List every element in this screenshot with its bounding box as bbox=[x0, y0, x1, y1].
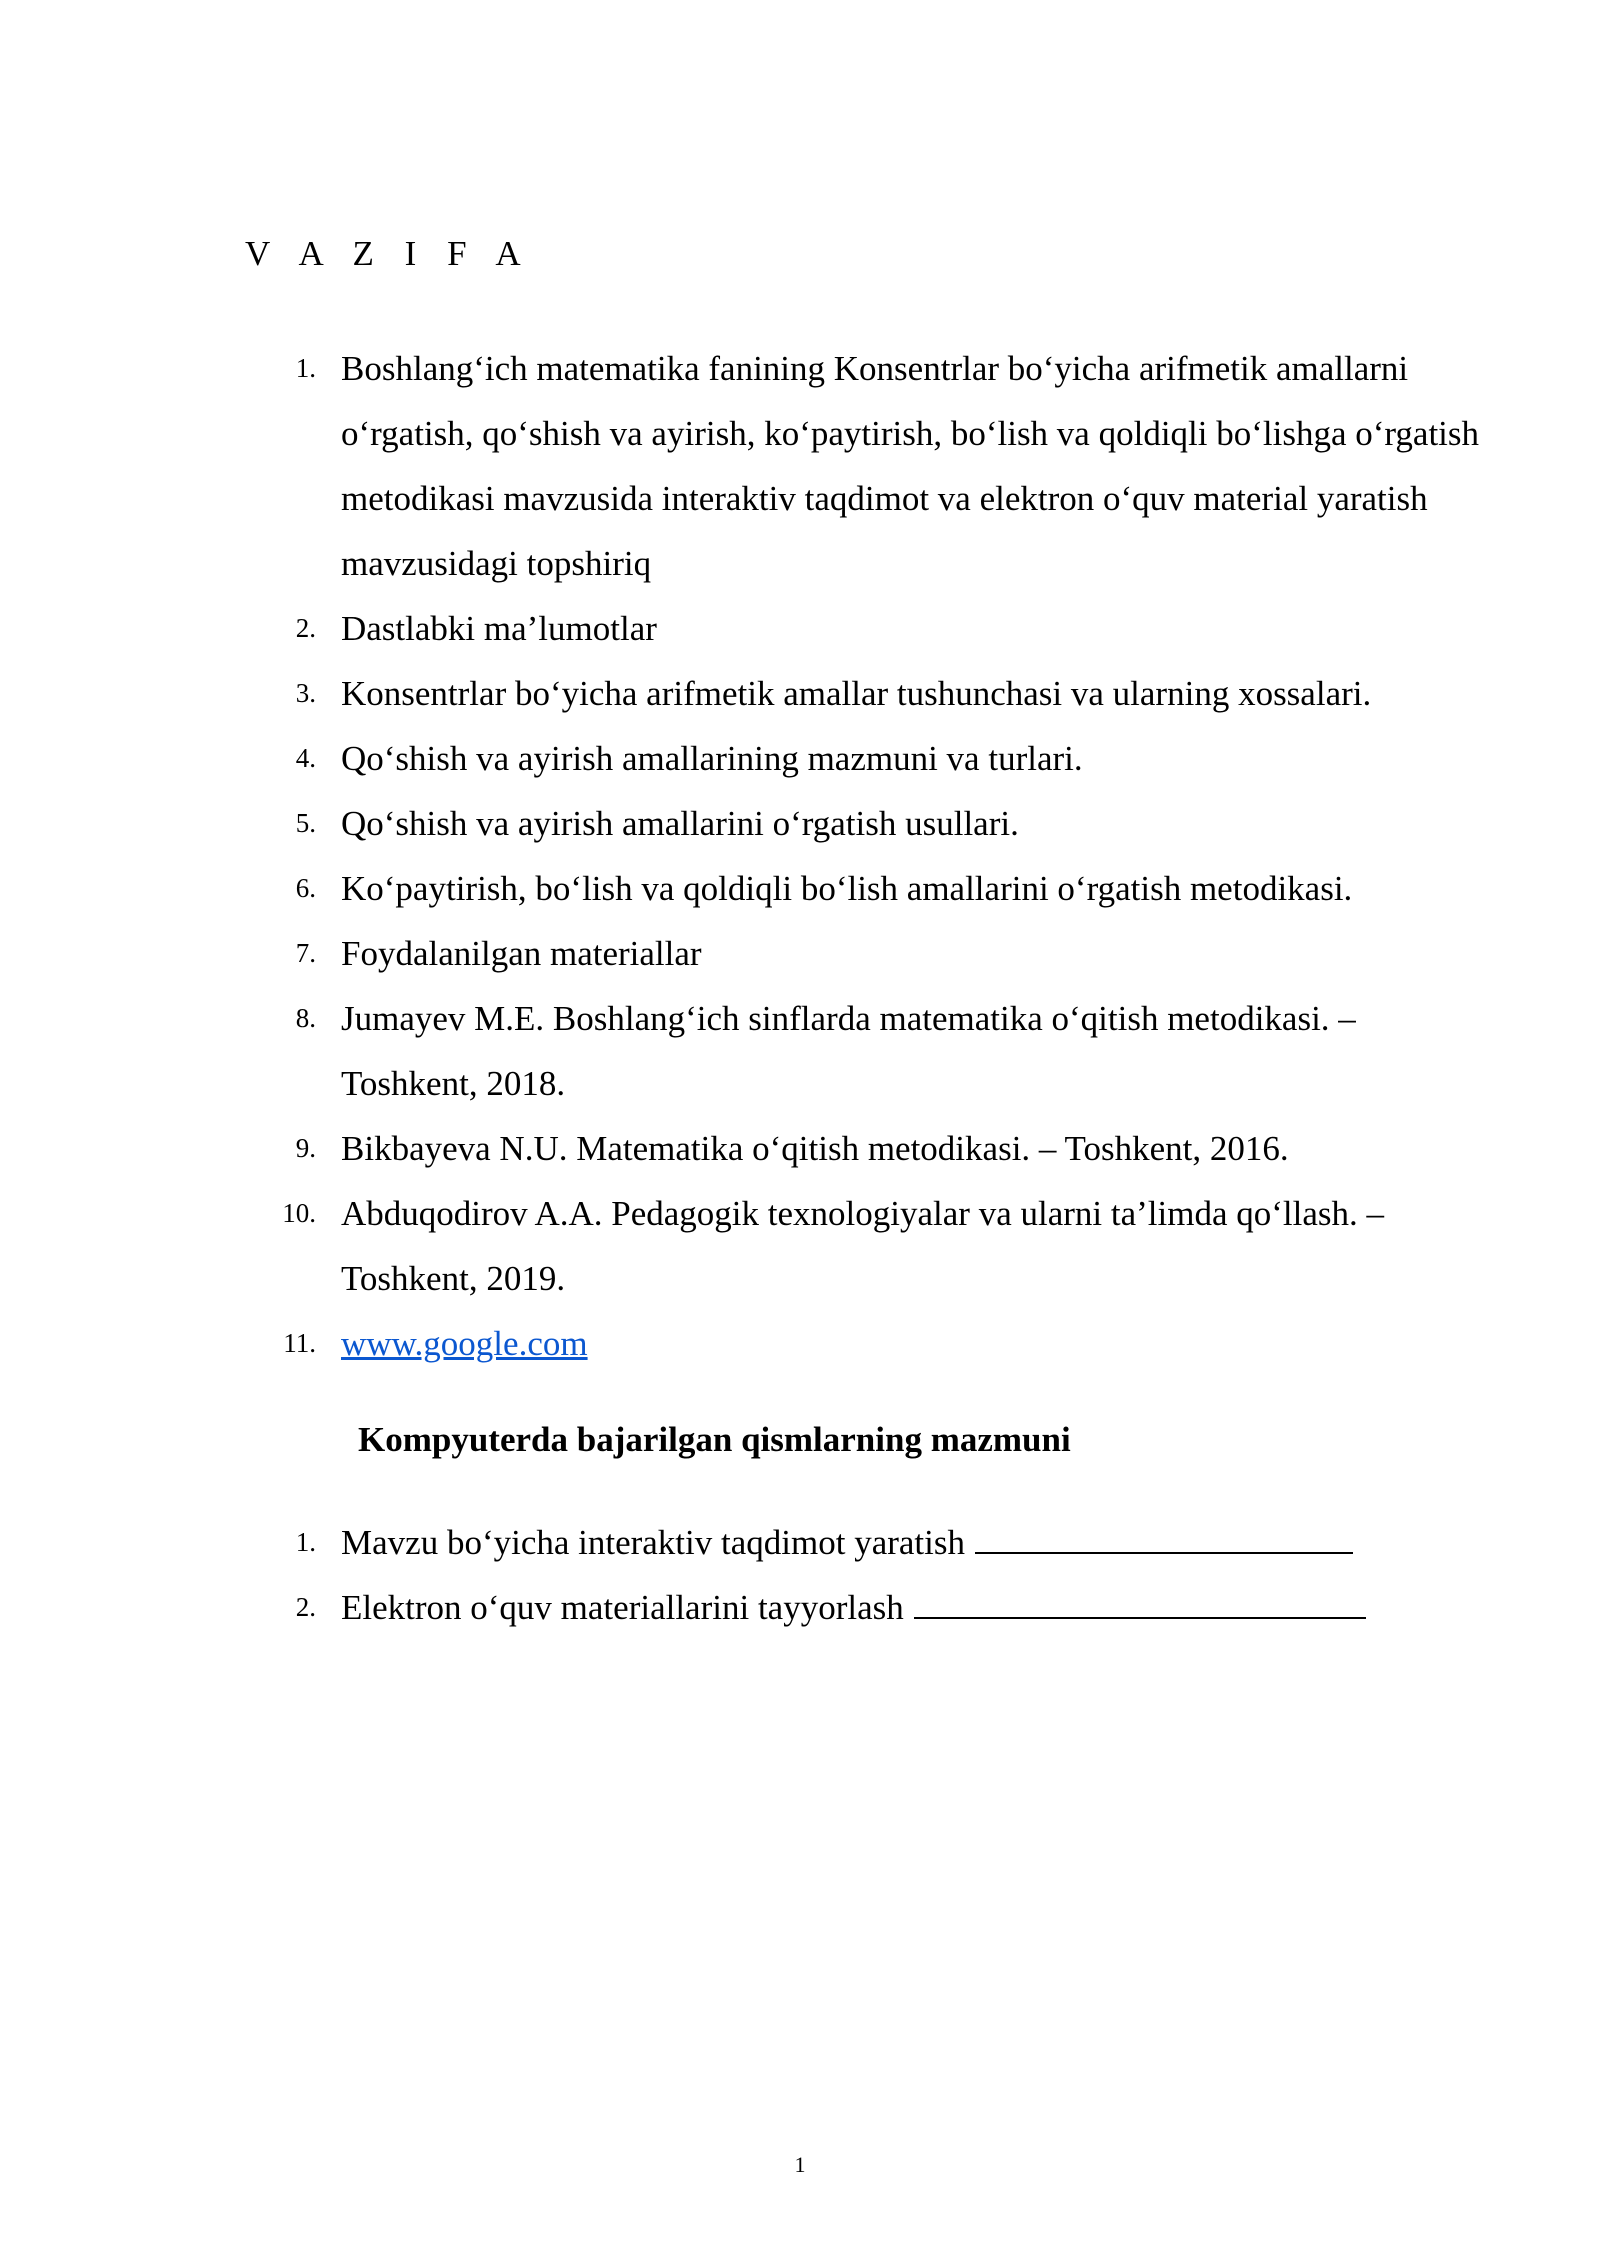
list-item bbox=[0, 336, 1600, 596]
list-number: 5. bbox=[295, 808, 316, 838]
list-item bbox=[0, 1116, 1600, 1181]
list-number: 9. bbox=[295, 1133, 316, 1163]
section-title: Kompyuterda bajarilgan qismlarning mazmuni bbox=[358, 1420, 1071, 1459]
list-label: Elektron o‘quv materiallarini tayyorlash bbox=[341, 1588, 904, 1627]
list-text: Abduqodirov A.A. Pedagogik texnologiyalar va ularni ta’limda qo‘llash. – Toshkent, 2019. bbox=[341, 1194, 1384, 1298]
list-text: Konsentrlar bo‘yicha arifmetik amallar tushunchasi va ularning xossalari. bbox=[341, 674, 1372, 713]
list-text: Jumayev M.E. Boshlang‘ich sinflarda matematika o‘qitish metodikasi. – Toshkent, 2018. bbox=[341, 999, 1356, 1103]
list-item bbox=[0, 596, 1600, 661]
list-item bbox=[0, 1575, 1600, 1640]
list-text bbox=[341, 1575, 1481, 1640]
list-item bbox=[0, 986, 1600, 1116]
task-list bbox=[0, 336, 1600, 1376]
fill-in-blank-line bbox=[914, 1587, 1366, 1619]
list-number: 11. bbox=[283, 1328, 316, 1358]
list-number: 2. bbox=[295, 613, 316, 643]
computer-parts-list bbox=[0, 1510, 1600, 1640]
list-text: Bikbayeva N.U. Matematika o‘qitish metodikasi. – Toshkent, 2016. bbox=[341, 1129, 1289, 1168]
list-text: Ko‘paytirish, bo‘lish va qoldiqli bo‘lish amallarini o‘rgatish metodikasi. bbox=[341, 869, 1353, 908]
list-item bbox=[0, 726, 1600, 791]
list-item bbox=[0, 1510, 1600, 1575]
list-number: 1. bbox=[295, 1527, 316, 1557]
list-item bbox=[0, 1181, 1600, 1311]
list-item bbox=[0, 1311, 1600, 1376]
list-label: Mavzu bo‘yicha interaktiv taqdimot yaratish bbox=[341, 1523, 965, 1562]
list-item bbox=[0, 661, 1600, 726]
list-number: 6. bbox=[295, 873, 316, 903]
list-number: 7. bbox=[295, 938, 316, 968]
list-number: 10. bbox=[282, 1198, 316, 1228]
list-item bbox=[0, 856, 1600, 921]
page-heading: V A Z I F A bbox=[245, 234, 532, 273]
list-text bbox=[341, 1311, 1481, 1376]
list-number: 8. bbox=[295, 1003, 316, 1033]
list-item bbox=[0, 791, 1600, 856]
google-link[interactable]: www.google.com bbox=[341, 1324, 588, 1363]
page-number: 1 bbox=[794, 2152, 806, 2177]
list-text: Qo‘shish va ayirish amallarining mazmuni va turlari. bbox=[341, 739, 1083, 778]
list-number: 2. bbox=[295, 1592, 316, 1622]
list-number: 4. bbox=[295, 743, 316, 773]
list-text bbox=[341, 1510, 1481, 1575]
list-item bbox=[0, 921, 1600, 986]
list-text: Foydalanilgan materiallar bbox=[341, 934, 702, 973]
fill-in-blank-line bbox=[975, 1522, 1353, 1554]
list-text: Dastlabki ma’lumotlar bbox=[341, 609, 657, 648]
list-text: Boshlang‘ich matematika fanining Konsentrlar bo‘yicha arifmetik amallarni o‘rgatish, qo‘shish va ayirish, ko‘paytirish, bo‘lish va qoldiqli bo‘lishga o‘rgatish metodikasi mavzusida interaktiv taqdimot va elektron o‘quv material yaratish mavzusidagi topshiriq bbox=[341, 349, 1480, 583]
list-number: 1. bbox=[295, 353, 316, 383]
list-text: Qo‘shish va ayirish amallarini o‘rgatish usullari. bbox=[341, 804, 1019, 843]
list-number: 3. bbox=[295, 678, 316, 708]
